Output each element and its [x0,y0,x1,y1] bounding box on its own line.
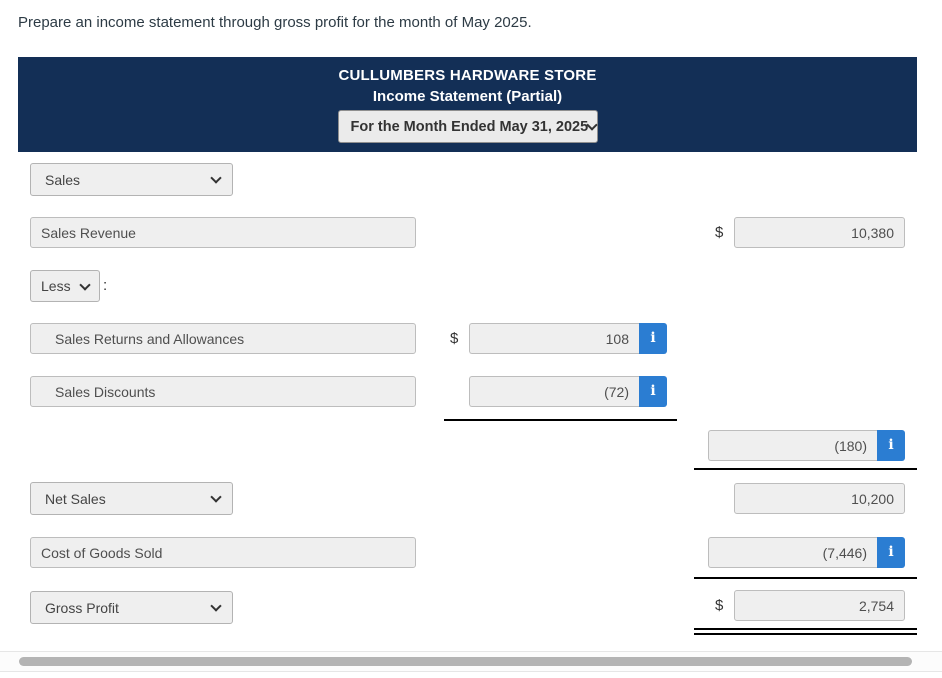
chevron-down-icon [587,119,598,130]
horizontal-scrollbar[interactable] [0,651,942,672]
sales-returns-currency: $ [450,330,459,347]
chevron-down-icon [210,491,221,502]
statement-title: Income Statement (Partial) [372,88,563,105]
right-column-rule [694,468,917,470]
contra-total-amount-input[interactable] [708,430,877,461]
sales-revenue-amount-input[interactable] [734,217,905,248]
info-icon[interactable]: i [877,430,905,461]
net-sales-select-value: Net Sales [45,490,106,507]
net-sales-amount-input[interactable] [734,483,905,514]
sales-discounts-label-input[interactable] [30,376,416,407]
scrollbar-thumb[interactable] [19,657,912,666]
net-sales-select[interactable] [30,482,233,515]
gross-profit-select[interactable] [30,591,233,624]
instruction-text: Prepare an income statement through gross profit for the month of May 2025. [18,14,532,31]
less-select-value: Less [41,278,71,294]
sales-revenue-label-input[interactable] [30,217,416,248]
cogs-amount-group [708,537,905,568]
gross-profit-amount-input[interactable] [734,590,905,621]
statement-header [18,57,917,152]
section-select[interactable] [30,163,233,196]
sales-discounts-amount-group [469,376,667,407]
gross-profit-select-value: Gross Profit [45,599,119,616]
section-select-value: Sales [45,171,81,188]
sales-revenue-currency: $ [715,224,724,241]
info-icon[interactable]: i [639,376,667,407]
cogs-label-input[interactable] [30,537,416,568]
company-name: CULLUMBERS HARDWARE STORE [338,67,597,84]
right-column-rule [694,577,917,579]
sales-returns-amount-group [469,323,667,354]
middle-column-rule [444,419,677,421]
sales-returns-label-input[interactable] [30,323,416,354]
chevron-down-icon [210,172,221,183]
period-select[interactable] [338,110,598,143]
sales-returns-amount-input[interactable] [469,323,639,354]
chevron-down-icon [210,600,221,611]
period-select-value: For the Month Ended May 31, 2025 [350,118,589,135]
info-icon[interactable]: i [639,323,667,354]
less-select[interactable] [30,270,100,302]
info-icon[interactable]: i [877,537,905,568]
gross-profit-currency: $ [715,597,724,614]
chevron-down-icon [79,279,90,290]
contra-total-amount-group [708,430,905,461]
cogs-amount-input[interactable] [708,537,877,568]
total-double-rule [694,628,917,635]
less-colon: : [103,277,108,294]
sales-discounts-amount-input[interactable] [469,376,639,407]
